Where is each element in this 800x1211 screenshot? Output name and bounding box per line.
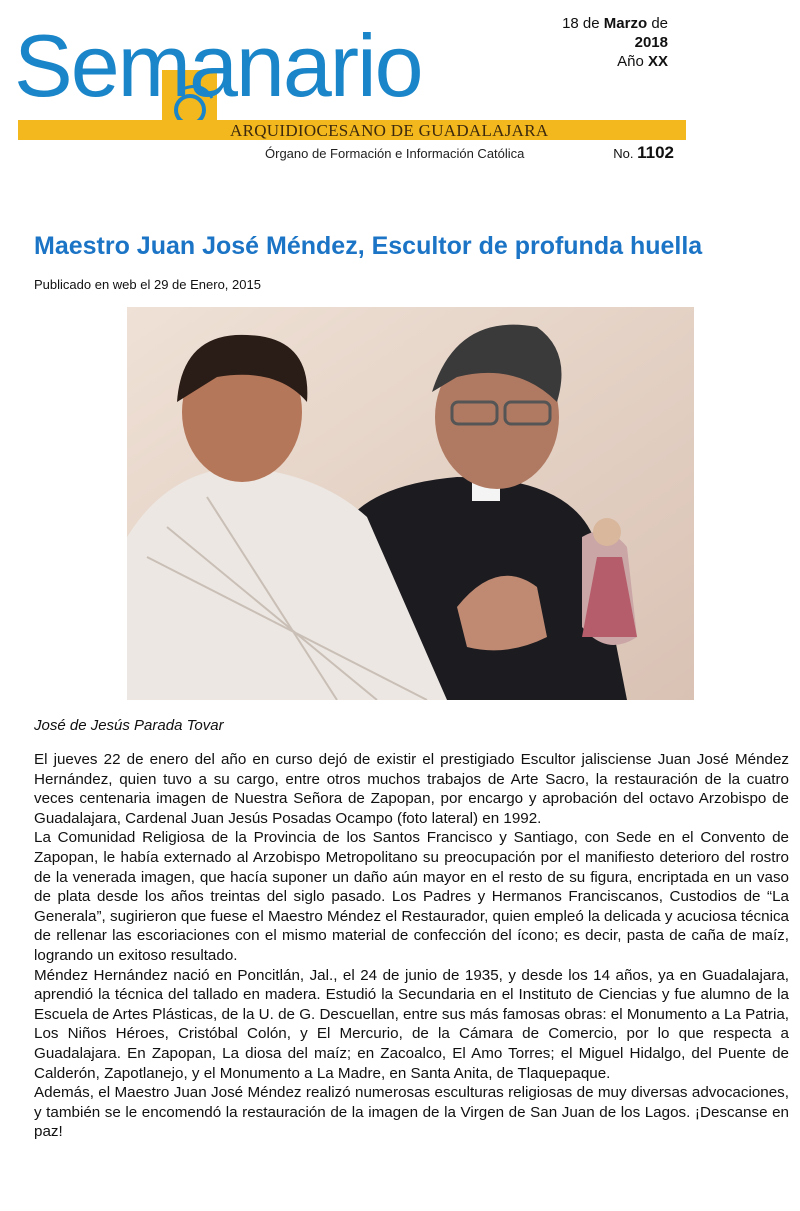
- logo-wordmark: Semanario: [14, 16, 422, 115]
- issue-date: 18 de Marzo de 2018 Año XX: [562, 15, 668, 70]
- paragraph: Méndez Hernández nació en Poncitlán, Jal., el 24 de junio de 1935, y desde los 14 años, ya en Guadalajara, aprendió la técnica del tallado en madera. Estudió la Secundaria en el Instituto de Ciencias y fue alumno de la Escuela de Artes Plásticas, de la U. de G. Descuellan, entre sus más famosas obras: el Monumento a La Patria, Los Niños Héroes, Cristóbal Colón, y El Mercurio, de la Cámara de Comercio, por lo que respecta a Guadalajara. En Zapopan, La diosa del maíz; en Zacoalco, El Amo Torres; el Miguel Hidalgo, del Puente de Calderón, Zapotlanejo, y el Monumento a La Madre, en Santa Anita, de Tlaquepaque.: [34, 966, 789, 1082]
- masthead-subtitle: Órgano de Formación e Información Católica: [265, 146, 525, 161]
- paragraph: El jueves 22 de enero del año en curso dejó de existir el prestigiado Escultor jalisciense Juan José Méndez Hernández, quien tuvo a su cargo, entre otros muchos trabajos de Arte Sacro, la restauración de la cuatro veces centenaria imagen de Nuestra Señora de Zapopan, por encargo y aprobación del octavo Arzobispo de Guadalajara, Cardenal Juan Jesús Posadas Ocampo (foto lateral) en 1992.: [34, 751, 789, 827]
- article-title: Maestro Juan José Méndez, Escultor de profunda huella: [34, 232, 703, 260]
- paragraph: Además, el Maestro Juan José Méndez realizó numerosas esculturas religiosas de muy diversas advocaciones, y también se le encomendó la restauración de la imagen de la Virgen de San Juan de los Lagos. ¡Descanse en paz!: [34, 1084, 789, 1141]
- masthead: [0, 0, 800, 180]
- publish-date: Publicado en web el 29 de Enero, 2015: [34, 277, 261, 292]
- article-body: [34, 750, 789, 1142]
- article-author: José de Jesús Parada Tovar: [34, 717, 224, 734]
- paragraph: La Comunidad Religiosa de la Provincia de los Santos Francisco y Santiago, con Sede en el Convento de Zapopan, le había externado al Arzobispo Metropolitano su preocupación por el manifiesto deterioro del rostro de la venerada imagen, que hacía suponer un daño aún mayor en el resto de su figura, encriptada en un vaso de plata desde los años treintas del siglo pasado. Los Padres y Hermanos Franciscanos, Custodios de “La Generala”, sugirieron que fuese el Maestro Méndez el Restaurador, quien empleó la delicada y acuciosa técnica de rellenar las escoriaciones con el mismo material de confección del ícono; es decir, pasta de caña de maíz, logrando un exitoso resultado.: [34, 829, 789, 964]
- issue-number: No. 1102: [613, 143, 674, 162]
- tagline: ARQUIDIOCESANO DE GUADALAJARA: [230, 121, 549, 140]
- article-photo: [127, 307, 694, 700]
